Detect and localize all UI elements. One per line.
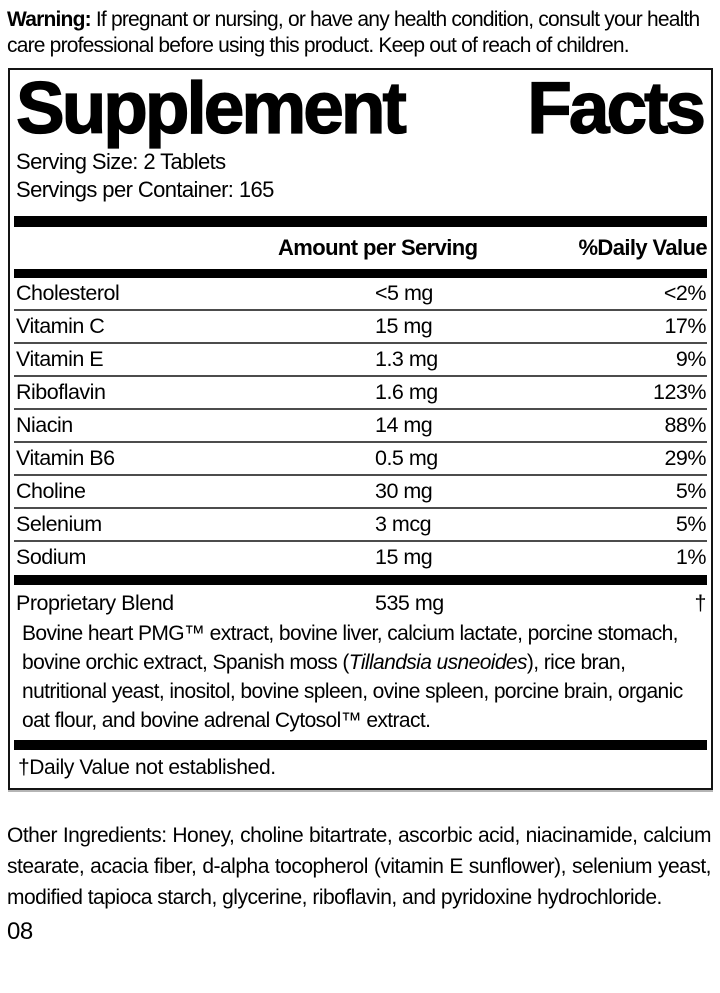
blend-description-part2: ), rice bran, nutritional yeast, inositol, bovine spleen, ovine spleen, porcine brain, organic oat flour, and bovine adrenal Cytosol™ extract. xyxy=(22,651,683,732)
nutrient-daily-value: <2% xyxy=(663,281,706,305)
nutrient-daily-value: 9% xyxy=(675,347,706,371)
nutrient-name: Sodium xyxy=(16,545,86,569)
nutrient-name: Vitamin C xyxy=(16,314,105,338)
table-row xyxy=(14,278,707,309)
nutrient-name: Vitamin B6 xyxy=(16,446,115,470)
title-word-supplement: Supplement xyxy=(16,68,404,149)
nutrient-daily-value: 1% xyxy=(675,545,706,569)
blend-description-latin-name: Tillandsia usneoides xyxy=(348,651,527,674)
warning-paragraph xyxy=(0,0,720,59)
table-row xyxy=(14,540,707,573)
title-word-facts: Facts xyxy=(527,68,703,149)
blend-description xyxy=(14,619,707,738)
serving-size: Serving Size: 2 Tablets xyxy=(16,149,226,174)
column-header-amount-per-serving: Amount per Serving xyxy=(278,235,478,260)
divider-bar-blend xyxy=(14,575,707,585)
nutrient-amount: 15 mg xyxy=(375,314,433,338)
nutrient-name: Riboflavin xyxy=(16,380,106,404)
nutrient-amount: 15 mg xyxy=(375,545,433,569)
panel-title xyxy=(16,68,703,149)
nutrient-daily-value: 29% xyxy=(664,446,706,470)
warning-text: If pregnant or nursing, or have any health condition, consult your health care professional before using this product. Keep out of reach of children. xyxy=(7,8,700,57)
divider-bar-header xyxy=(14,269,707,278)
table-row xyxy=(14,375,707,408)
nutrient-name: Selenium xyxy=(16,512,102,536)
divider-bar-footnote xyxy=(14,740,707,750)
blend-dagger: † xyxy=(694,591,706,615)
table-row xyxy=(14,507,707,540)
table-row xyxy=(14,474,707,507)
nutrient-daily-value: 5% xyxy=(675,479,706,503)
nutrient-amount: 3 mcg xyxy=(375,512,432,536)
nutrient-daily-value: 123% xyxy=(653,380,706,404)
proprietary-blend-row xyxy=(14,588,707,619)
nutrient-table xyxy=(14,278,707,573)
table-row xyxy=(14,342,707,375)
nutrient-daily-value: 88% xyxy=(664,413,706,437)
nutrient-amount: 0.5 mg xyxy=(375,446,438,470)
warning-label: Warning: xyxy=(7,8,91,31)
nutrient-amount: 1.3 mg xyxy=(375,347,438,371)
table-row xyxy=(14,309,707,342)
divider-bar-top xyxy=(14,216,707,227)
nutrient-amount: <5 mg xyxy=(375,281,433,305)
nutrient-amount: 1.6 mg xyxy=(375,380,438,404)
table-header-row xyxy=(14,227,707,269)
table-row xyxy=(14,408,707,441)
nutrient-name: Cholesterol xyxy=(16,281,120,305)
page-code: 08 xyxy=(7,918,33,945)
nutrient-name: Choline xyxy=(16,479,86,503)
blend-amount: 535 mg xyxy=(375,591,444,615)
daily-value-footnote: †Daily Value not established. xyxy=(18,756,276,779)
nutrient-daily-value: 5% xyxy=(675,512,706,536)
nutrient-daily-value: 17% xyxy=(664,314,706,338)
nutrient-amount: 30 mg xyxy=(375,479,433,503)
nutrient-name: Vitamin E xyxy=(16,347,104,371)
column-header-daily-value: %Daily Value xyxy=(578,235,707,260)
supplement-facts-panel xyxy=(8,68,713,790)
table-row xyxy=(14,441,707,474)
other-ingredients-text: Honey, choline bitartrate, ascorbic acid, niacinamide, calcium stearate, acacia fiber, d-alpha tocopherol (vitamin E sunflower), selenium yeast, modified tapioca starch, glycerine, riboflavin, and pyridoxine hydrochloride. xyxy=(7,824,711,909)
nutrient-amount: 14 mg xyxy=(375,413,433,437)
servings-per-container: Servings per Container: 165 xyxy=(16,177,274,202)
other-ingredients-paragraph xyxy=(7,820,711,913)
nutrient-name: Niacin xyxy=(16,413,73,437)
blend-description-part1: Bovine heart PMG™ extract, bovine liver, calcium lactate, porcine stomach, bovine orchic extract, Spanish moss ( xyxy=(22,622,678,674)
blend-name: Proprietary Blend xyxy=(16,591,174,615)
other-ingredients-label: Other Ingredients: xyxy=(7,824,167,847)
